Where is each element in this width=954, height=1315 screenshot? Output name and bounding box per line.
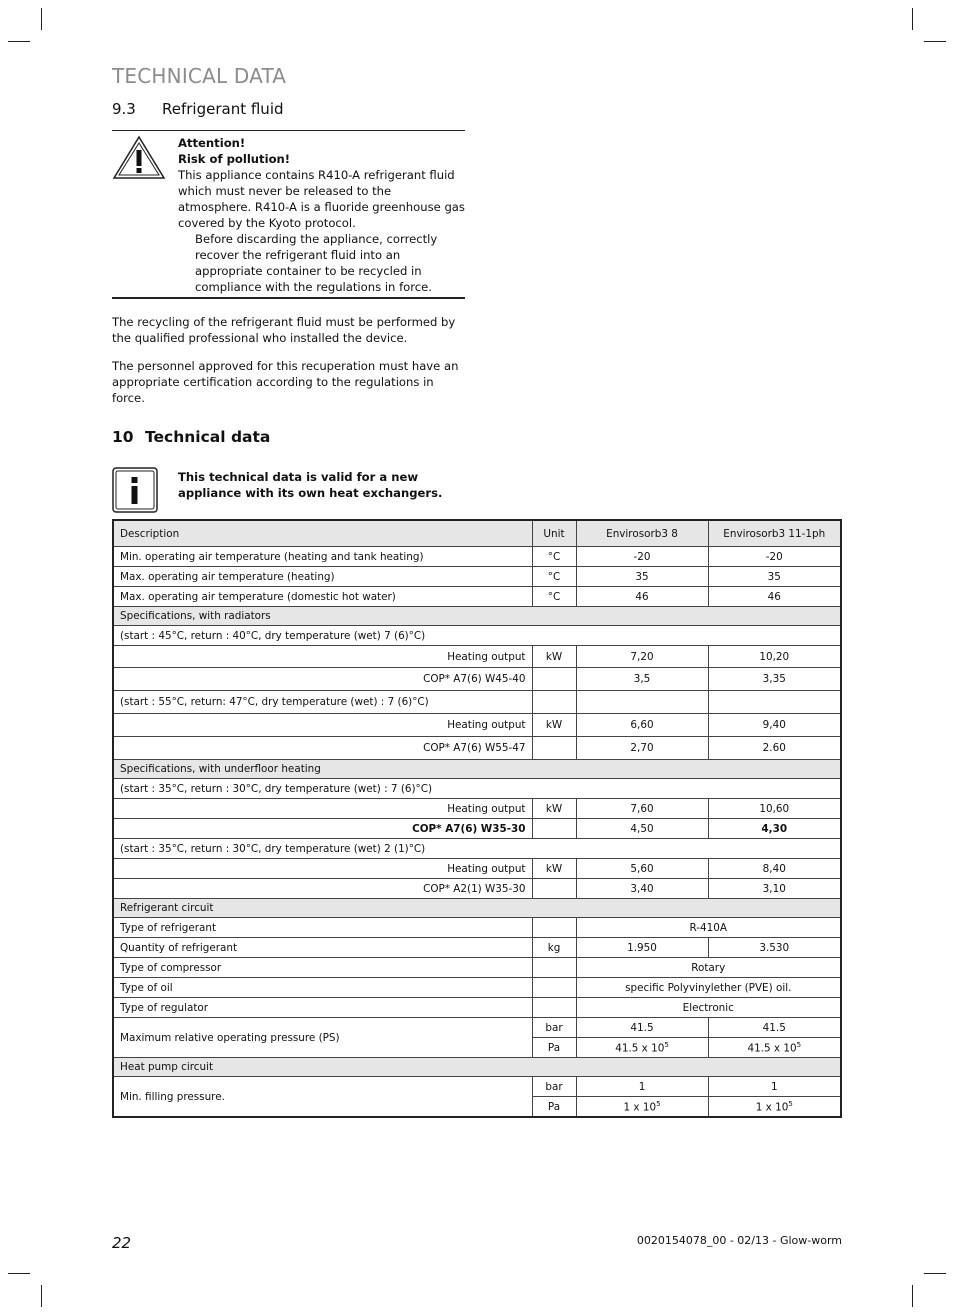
row-value xyxy=(576,1038,708,1058)
table-row xyxy=(113,714,841,737)
empty-cell xyxy=(532,958,576,978)
row-unit xyxy=(532,668,576,691)
table-row xyxy=(113,646,841,668)
value-exponent: 5 xyxy=(788,1099,793,1108)
table-section-row xyxy=(113,899,841,918)
value-exponent: 5 xyxy=(664,1040,669,1049)
table-row xyxy=(113,938,841,958)
chapter-title: Technical data xyxy=(145,428,271,446)
row-value: 10,20 xyxy=(708,646,841,668)
row-value: 8,40 xyxy=(708,859,841,879)
crop-mark xyxy=(41,1285,42,1307)
row-value: 41.5 xyxy=(708,1018,841,1038)
row-label: Type of compressor xyxy=(113,958,532,978)
row-label: Heating output xyxy=(113,859,532,879)
crop-mark xyxy=(912,1285,913,1307)
value-base: 1 x 10 xyxy=(755,1101,789,1114)
row-unit: kW xyxy=(532,859,576,879)
row-value xyxy=(708,1097,841,1118)
table-row xyxy=(113,918,841,938)
document-reference: 0020154078_00 - 02/13 - Glow-worm xyxy=(636,1234,842,1247)
row-value: 5,60 xyxy=(576,859,708,879)
value-base: 41.5 x 10 xyxy=(747,1042,797,1055)
table-row xyxy=(113,1018,841,1038)
section-label: Specifications, with radiators xyxy=(113,607,841,626)
row-label: Type of refrigerant xyxy=(113,918,532,938)
paragraph: The recycling of the refrigerant fluid must be performed by the qualified professional who installed the device. xyxy=(112,315,456,345)
table-condition-row xyxy=(113,691,841,714)
table-row xyxy=(113,859,841,879)
crop-mark xyxy=(924,41,946,42)
value-base: 41.5 x 10 xyxy=(615,1042,665,1055)
crop-mark xyxy=(8,41,30,42)
table-condition-row xyxy=(113,779,841,799)
table-condition-row xyxy=(113,839,841,859)
row-value: 3,5 xyxy=(576,668,708,691)
table-row xyxy=(113,737,841,760)
row-value: -20 xyxy=(576,547,708,567)
row-unit: Pa xyxy=(532,1038,576,1058)
row-value: 2.60 xyxy=(708,737,841,760)
row-unit: bar xyxy=(532,1077,576,1097)
warning-top-rule xyxy=(112,130,465,131)
row-value xyxy=(576,1097,708,1118)
row-label: Heating output xyxy=(113,646,532,668)
section-number: 9.3 xyxy=(112,100,136,118)
section-label: Heat pump circuit xyxy=(113,1058,841,1077)
table-row xyxy=(113,998,841,1018)
row-label: Min. operating air temperature (heating and tank heating) xyxy=(113,547,532,567)
row-unit: °C xyxy=(532,587,576,607)
running-head: TECHNICAL DATA xyxy=(112,64,287,88)
row-value: 4,50 xyxy=(576,819,708,839)
section-label: Specifications, with underfloor heating xyxy=(113,760,841,779)
row-unit: Pa xyxy=(532,1097,576,1118)
table-row xyxy=(113,978,841,998)
row-unit: °C xyxy=(532,567,576,587)
row-value: 35 xyxy=(708,567,841,587)
table-row xyxy=(113,668,841,691)
table-row xyxy=(113,799,841,819)
info-icon xyxy=(112,467,158,513)
row-label: COP* A7(6) W35-30 xyxy=(113,819,532,839)
row-value: 7,60 xyxy=(576,799,708,819)
value-exponent: 5 xyxy=(796,1040,802,1049)
warning-heading: Attention! xyxy=(178,136,246,150)
empty-cell xyxy=(532,978,576,998)
crop-mark xyxy=(8,1273,30,1274)
warning-text xyxy=(178,135,468,295)
row-value: 9,40 xyxy=(708,714,841,737)
column-header: Description xyxy=(113,520,532,547)
row-value: 1 xyxy=(576,1077,708,1097)
page-number: 22 xyxy=(112,1234,132,1252)
column-header: Envirosorb3 8 xyxy=(576,520,708,547)
condition-label: (start : 35°C, return : 30°C, dry temperature (wet) 2 (1)°C) xyxy=(113,839,841,859)
row-unit: kg xyxy=(532,938,576,958)
value-base: 1 x 10 xyxy=(623,1101,657,1114)
row-unit: kW xyxy=(532,646,576,668)
empty-cell xyxy=(532,998,576,1018)
section-title: Refrigerant fluid xyxy=(162,100,284,118)
table-row xyxy=(113,567,841,587)
table-condition-row xyxy=(113,626,841,646)
row-value: 1 xyxy=(708,1077,841,1097)
paragraph: The personnel approved for this recuperation must have an appropriate certification according to the regulations in force. xyxy=(112,359,459,405)
row-label: Type of oil xyxy=(113,978,532,998)
warning-triangle-icon xyxy=(112,134,166,180)
warning-subheading: Risk of pollution! xyxy=(178,152,291,166)
condition-label: (start : 55°C, return: 47°C, dry temperature (wet) : 7 (6)°C) xyxy=(113,691,532,714)
row-label: Heating output xyxy=(113,799,532,819)
crop-mark xyxy=(924,1273,946,1274)
row-label: COP* A2(1) W35-30 xyxy=(113,879,532,899)
section-label: Refrigerant circuit xyxy=(113,899,841,918)
row-value: 46 xyxy=(576,587,708,607)
table-row xyxy=(113,1077,841,1097)
section-heading xyxy=(112,100,284,118)
column-header: Envirosorb3 11-1ph xyxy=(708,520,841,547)
column-header: Unit xyxy=(532,520,576,547)
row-value: -20 xyxy=(708,547,841,567)
empty-cell xyxy=(576,691,708,714)
table-section-row xyxy=(113,760,841,779)
table-section-row xyxy=(113,607,841,626)
row-label: Quantity of refrigerant xyxy=(113,938,532,958)
row-unit: °C xyxy=(532,547,576,567)
row-value: Electronic xyxy=(576,998,841,1018)
condition-label: (start : 35°C, return : 30°C, dry temperature (wet) : 7 (6)°C) xyxy=(113,779,841,799)
chapter-heading xyxy=(112,428,270,446)
row-value: 4,30 xyxy=(708,819,841,839)
row-value: 3.530 xyxy=(708,938,841,958)
table-header-row xyxy=(113,520,841,547)
row-unit xyxy=(532,879,576,899)
row-value: 3,35 xyxy=(708,668,841,691)
row-value: Rotary xyxy=(576,958,841,978)
row-label: Max. operating air temperature (heating) xyxy=(113,567,532,587)
row-value xyxy=(708,1038,841,1058)
row-value: 35 xyxy=(576,567,708,587)
table-row xyxy=(113,879,841,899)
warning-body: This appliance contains R410-A refrigerant fluid which must never be released to the atmosphere. R410-A is a fluoride greenhouse gas covered by the Kyoto protocol. xyxy=(178,168,465,230)
row-unit: kW xyxy=(532,799,576,819)
row-unit xyxy=(532,819,576,839)
empty-cell xyxy=(532,918,576,938)
row-label: Min. filling pressure. xyxy=(113,1077,532,1118)
row-label: Max. operating air temperature (domestic hot water) xyxy=(113,587,532,607)
row-unit xyxy=(532,737,576,760)
row-label: Type of regulator xyxy=(113,998,532,1018)
crop-mark xyxy=(41,8,42,30)
condition-label: (start : 45°C, return : 40°C, dry temperature (wet) 7 (6)°C) xyxy=(113,626,841,646)
row-label: COP* A7(6) W45-40 xyxy=(113,668,532,691)
table-row xyxy=(113,958,841,978)
chapter-number: 10 xyxy=(112,428,134,446)
table-section-row xyxy=(113,1058,841,1077)
row-unit: kW xyxy=(532,714,576,737)
empty-cell xyxy=(532,691,576,714)
row-value: 3,40 xyxy=(576,879,708,899)
empty-cell xyxy=(708,691,841,714)
warning-bottom-rule xyxy=(112,297,465,299)
row-value: 7,20 xyxy=(576,646,708,668)
value-exponent: 5 xyxy=(656,1099,661,1108)
row-unit: bar xyxy=(532,1018,576,1038)
row-value: 1.950 xyxy=(576,938,708,958)
table-row xyxy=(113,547,841,567)
table-row xyxy=(113,819,841,839)
info-note: This technical data is valid for a new appliance with its own heat exchangers. xyxy=(178,470,443,500)
row-value: R-410A xyxy=(576,918,841,938)
table-row xyxy=(113,587,841,607)
row-label: COP* A7(6) W55-47 xyxy=(113,737,532,760)
row-value: 6,60 xyxy=(576,714,708,737)
warning-instruction: Before discarding the appliance, correctly recover the refrigerant fluid into an appropriate container to be recycled in compliance with the regulations in force. xyxy=(195,232,438,294)
row-value: 2,70 xyxy=(576,737,708,760)
row-value: 41.5 xyxy=(576,1018,708,1038)
technical-data-table xyxy=(112,519,842,1118)
row-label: Maximum relative operating pressure (PS) xyxy=(113,1018,532,1058)
row-value: 3,10 xyxy=(708,879,841,899)
row-label: Heating output xyxy=(113,714,532,737)
row-value: 46 xyxy=(708,587,841,607)
row-value: specific Polyvinylether (PVE) oil. xyxy=(576,978,841,998)
row-value: 10,60 xyxy=(708,799,841,819)
crop-mark xyxy=(912,8,913,30)
